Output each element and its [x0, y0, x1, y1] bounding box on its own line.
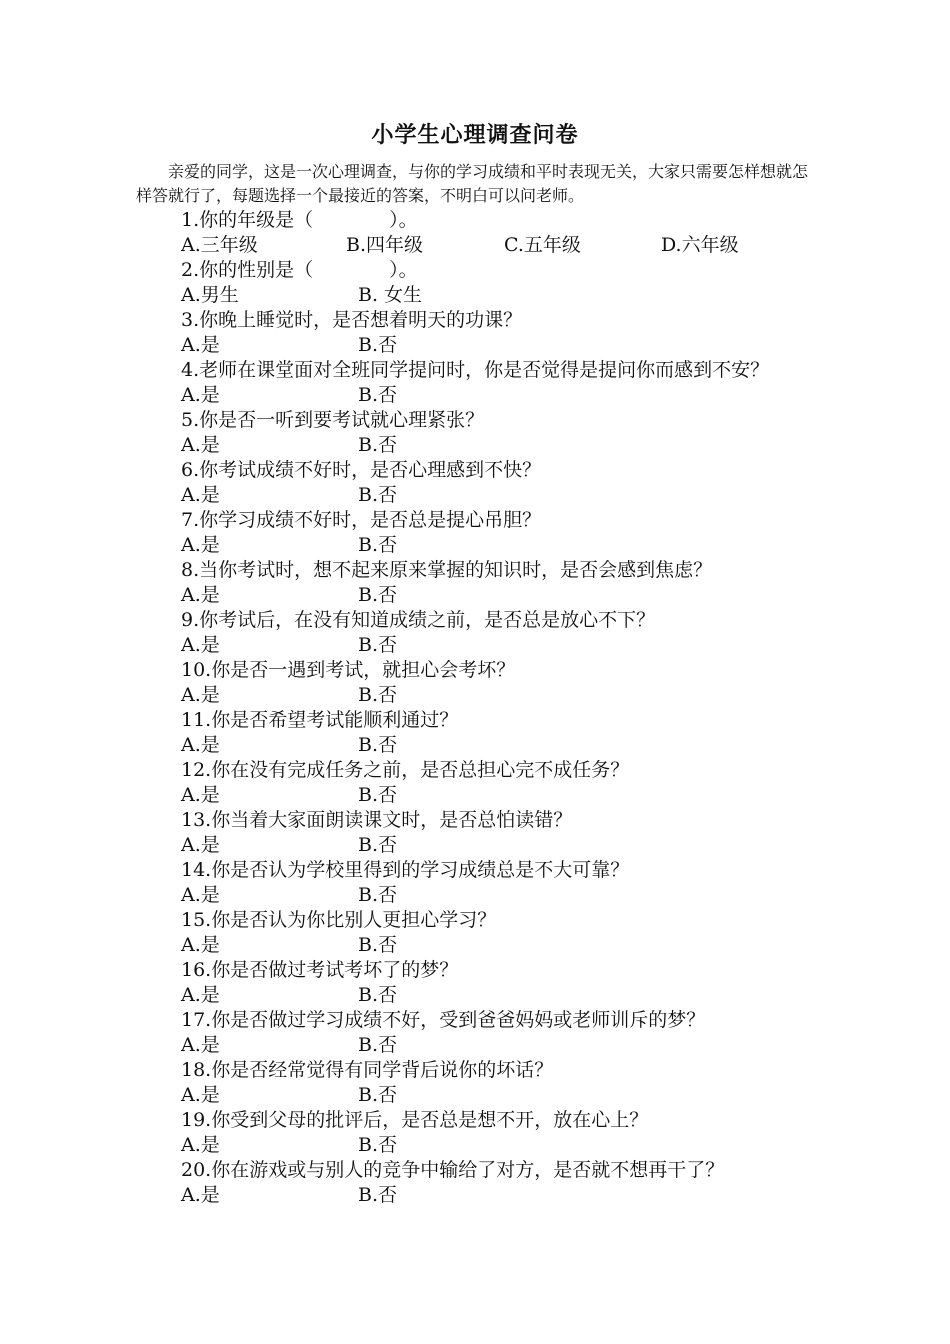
answer-option: B.否	[358, 934, 398, 956]
answer-option: B.否	[358, 884, 398, 906]
answer-option: C.五年级	[504, 234, 581, 256]
question-text: 16.你是否做过考试考坏了的梦？	[181, 959, 459, 981]
answer-option: B.否	[358, 784, 398, 806]
question-text: 12.你在没有完成任务之前，是否总担心完不成任务？	[181, 759, 630, 781]
question-text: 2.你的性别是（ ）。	[181, 259, 418, 281]
option-row	[136, 983, 826, 1008]
question-text: 17.你是否做过学习成绩不好，受到爸爸妈妈或老师训斥的梦？	[181, 1009, 706, 1031]
option-row	[136, 333, 826, 358]
option-row	[136, 933, 826, 958]
question-text: 19.你受到父母的批评后，是否总是想不开，放在心上？	[181, 1109, 649, 1131]
answer-option: A.是	[181, 934, 220, 956]
answer-option: A.男生	[181, 284, 239, 306]
option-row	[136, 633, 826, 658]
answer-option: B.四年级	[346, 234, 424, 256]
answer-option: A.是	[181, 1134, 220, 1156]
answer-option: A.是	[181, 534, 220, 556]
question-text: 3.你晚上睡觉时，是否想着明天的功课？	[181, 309, 523, 331]
answer-option: A.是	[181, 434, 220, 456]
answer-option: B.否	[358, 534, 398, 556]
question-text: 18.你是否经常觉得有同学背后说你的坏话？	[181, 1059, 554, 1081]
option-row	[136, 1033, 826, 1058]
option-row	[136, 1083, 826, 1108]
answer-option: B.否	[358, 984, 398, 1006]
option-row	[136, 683, 826, 708]
option-row	[136, 1133, 826, 1158]
question-text: 10.你是否一遇到考试，就担心会考坏？	[181, 659, 516, 681]
option-row	[136, 533, 826, 558]
answer-option: D.六年级	[661, 234, 739, 256]
option-row	[136, 433, 826, 458]
answer-option: B.否	[358, 434, 398, 456]
answer-option: B.否	[358, 1184, 398, 1206]
option-row	[136, 883, 826, 908]
answer-option: B.否	[358, 334, 398, 356]
answer-option: A.是	[181, 884, 220, 906]
option-row	[136, 733, 826, 758]
answer-option: B.否	[358, 584, 398, 606]
answer-option: A.是	[181, 634, 220, 656]
answer-option: A.三年级	[181, 234, 258, 256]
answer-option: B.否	[358, 734, 398, 756]
question-text: 20.你在游戏或与别人的竞争中输给了对方，是否就不想再干了？	[181, 1159, 725, 1181]
answer-option: B.否	[358, 634, 398, 656]
question-text: 5.你是否一听到要考试就心理紧张？	[181, 409, 485, 431]
answer-option: A.是	[181, 384, 220, 406]
answer-option: A.是	[181, 834, 220, 856]
answer-option: A.是	[181, 734, 220, 756]
answer-option: A.是	[181, 334, 220, 356]
answer-option: B.否	[358, 1084, 398, 1106]
option-row	[136, 583, 826, 608]
answer-option: B.否	[358, 1034, 398, 1056]
question-text: 15.你是否认为你比别人更担心学习？	[181, 909, 497, 931]
answer-option: B.否	[358, 1134, 398, 1156]
option-row	[136, 783, 826, 808]
question-text: 14.你是否认为学校里得到的学习成绩总是不大可靠？	[181, 859, 630, 881]
question-list	[136, 208, 826, 1208]
answer-option: B. 女生	[358, 284, 423, 306]
answer-option: A.是	[181, 684, 220, 706]
answer-option: A.是	[181, 784, 220, 806]
option-row	[136, 233, 826, 258]
page-title: 小学生心理调查问卷	[371, 122, 579, 148]
question-text: 9.你考试后，在没有知道成绩之前，是否总是放心不下？	[181, 609, 656, 631]
answer-option: A.是	[181, 584, 220, 606]
option-row	[136, 483, 826, 508]
question-text: 13.你当着大家面朗读课文时，是否总怕读错？	[181, 809, 573, 831]
answer-option: A.是	[181, 1184, 220, 1206]
option-row	[136, 833, 826, 858]
answer-option: A.是	[181, 484, 220, 506]
answer-option: A.是	[181, 1084, 220, 1106]
option-row	[136, 1183, 826, 1208]
question-text: 7.你学习成绩不好时，是否总是提心吊胆？	[181, 509, 542, 531]
option-row	[136, 383, 826, 408]
question-text: 8.当你考试时，想不起来原来掌握的知识时，是否会感到焦虑？	[181, 559, 713, 581]
answer-option: B.否	[358, 684, 398, 706]
answer-option: B.否	[358, 484, 398, 506]
answer-option: A.是	[181, 1034, 220, 1056]
question-text: 4.老师在课堂面对全班同学提问时，你是否觉得是提问你而感到不安？	[181, 359, 770, 381]
answer-option: A.是	[181, 984, 220, 1006]
question-text: 6.你考试成绩不好时，是否心理感到不快？	[181, 459, 542, 481]
intro-paragraph: 亲爱的同学，这是一次心理调查，与你的学习成绩和平时表现无关，大家只需要怎样想就怎样答就行了，每题选择一个最接近的答案，不明白可以问老师。	[136, 162, 809, 205]
answer-option: B.否	[358, 834, 398, 856]
question-text: 11.你是否希望考试能顺利通过？	[181, 709, 459, 731]
option-row	[136, 283, 826, 308]
question-text: 1.你的年级是（ ）。	[181, 209, 418, 231]
answer-option: B.否	[358, 384, 398, 406]
